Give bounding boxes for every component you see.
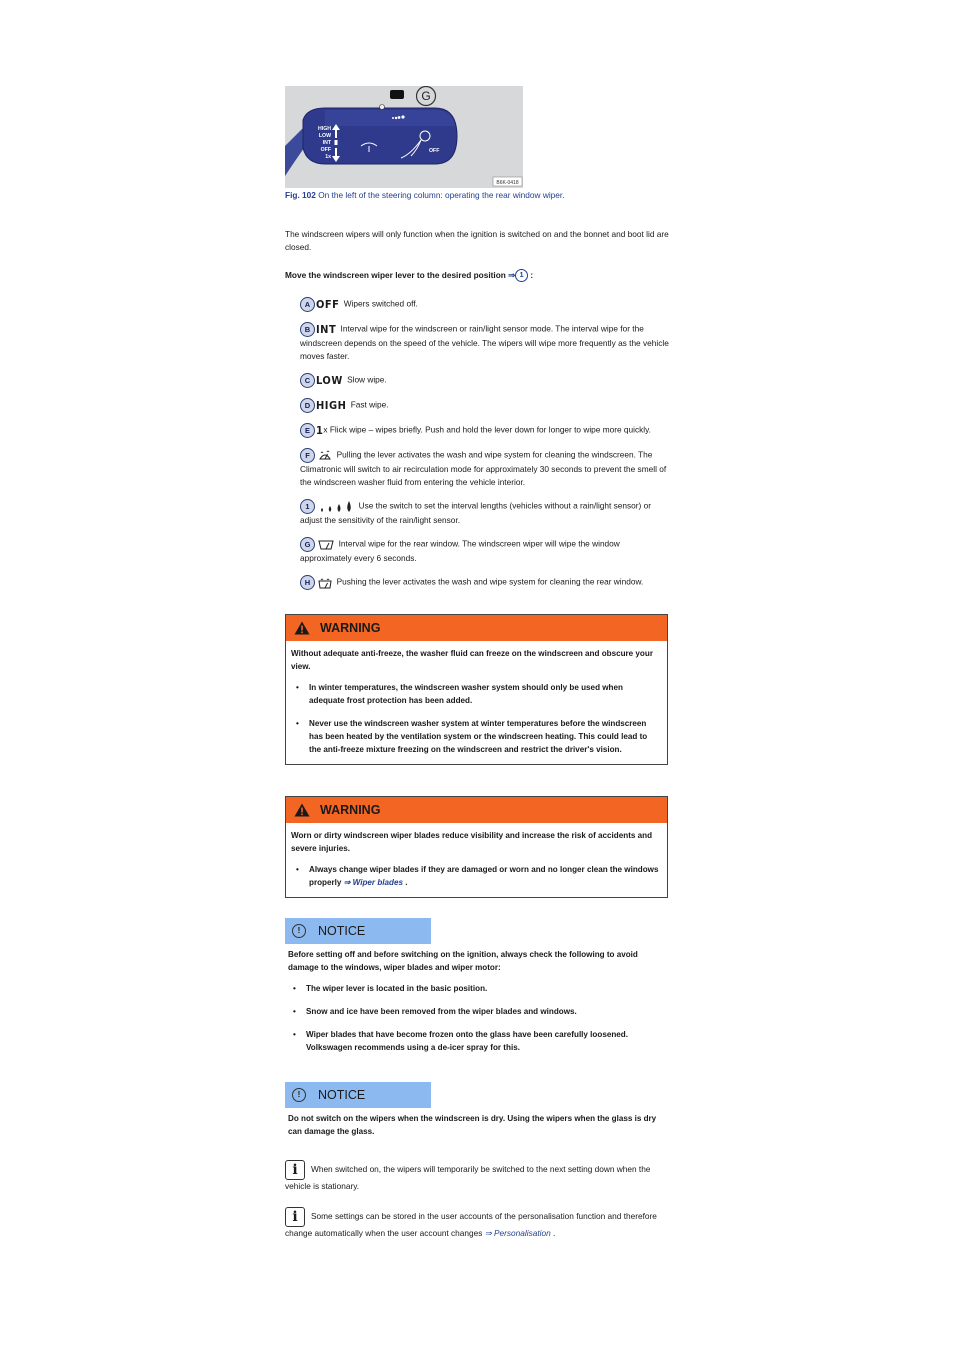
info-icon: i xyxy=(285,1160,305,1180)
warning-title: WARNING xyxy=(320,803,381,817)
high-symbol-icon: HIGH xyxy=(316,399,347,412)
bullet-text: Always change wiper blades if they are damaged or worn and no longer clean the windows properly xyxy=(309,865,659,887)
position-badge: E xyxy=(300,423,315,438)
item-text: Wipers switched off. xyxy=(343,298,418,309)
info-note xyxy=(285,1160,675,1193)
warning-body xyxy=(286,641,667,764)
position-badge: H xyxy=(300,575,315,590)
info-text: When switched on, the wipers will temporarily be switched to the next setting down when the vehicle is stationary. xyxy=(285,1164,651,1191)
rain-sensitivity-drops-icon xyxy=(318,500,354,513)
info-text: Some settings can be stored in the user accounts of the personalisation function and therefore change automatically when the user account changes xyxy=(285,1211,657,1238)
notice-title: NOTICE xyxy=(318,1088,366,1102)
notice-text: Do not switch on the wipers when the windscreen is dry. Using the wipers when the glass is dry can damage the glass. xyxy=(288,1114,657,1136)
warning-header xyxy=(286,615,667,641)
position-badge: B xyxy=(300,322,315,337)
notice-intro: Before setting off and before switching on the ignition, always check the following to avoid damage to the windows, wiper blades and wiper motor: xyxy=(288,950,638,972)
warning-triangle-icon xyxy=(294,803,310,817)
position-badge: A xyxy=(300,297,315,312)
list-item xyxy=(300,537,670,565)
notice-title: NOTICE xyxy=(318,924,366,938)
notice-header xyxy=(285,918,431,944)
arrow-icon: ⇒ xyxy=(508,270,516,280)
low-symbol-icon: LOW xyxy=(316,374,343,387)
item-text: Use the switch to set the interval lengths (vehicles without a rain/light sensor) or adjust the sensitivity of the rain/light sensor. xyxy=(300,500,651,525)
position-badge: F xyxy=(300,448,315,463)
item-text: Fast wipe. xyxy=(350,399,389,410)
notice-exclamation-icon: ! xyxy=(292,1088,306,1102)
wiper-lever-figure xyxy=(285,86,523,188)
list-item xyxy=(300,322,670,363)
rear-wiper-icon xyxy=(318,539,334,550)
int-symbol-icon: INT xyxy=(316,323,337,336)
list-item xyxy=(300,297,670,312)
list-item xyxy=(300,423,670,438)
notice-body xyxy=(288,948,668,1064)
warning-intro: Worn or dirty windscreen wiper blades reduce visibility and increase the risk of accidents and severe injuries. xyxy=(291,831,653,853)
windscreen-washer-icon xyxy=(318,450,332,462)
warning-title: WARNING xyxy=(320,621,381,635)
list-item: • Never use the windscreen washer system at winter temperatures before the windscreen has been heated by the ventilation system or the windscreen heating. This could lead to the anti-freeze mixture freezing on the windscreen and restrict the driver's vision. xyxy=(291,717,659,756)
figure-code: B6K-0418 xyxy=(496,180,519,186)
notice-header xyxy=(285,1082,431,1108)
item-text: Interval wipe for the windscreen or rain/light sensor mode. The interval wipe for the windscreen depends on the speed of the vehicle. The wipers will wipe more frequently as the vehicle moves faster. xyxy=(300,323,669,361)
position-badge: 1 xyxy=(300,499,315,514)
lever-label-high: HIGH xyxy=(318,126,331,132)
rear-washer-icon xyxy=(318,577,332,589)
item-text: Pushing the lever activates the wash and wipe system for cleaning the rear window. xyxy=(336,576,644,587)
position-badge: C xyxy=(300,373,315,388)
notice-bullets xyxy=(288,982,668,1054)
notice-exclamation-icon: ! xyxy=(292,924,306,938)
warning-box-wiper-blades xyxy=(285,796,668,898)
wiper-position-list xyxy=(300,297,670,600)
item-text: Interval wipe for the rear window. The windscreen wiper will wipe the window approximately every 6 seconds. xyxy=(300,538,620,563)
item-text: x Flick wipe – wipes briefly. Push and hold the lever down for longer to wipe more quickly. xyxy=(323,424,651,435)
item-text: Pulling the lever activates the wash and wipe system for cleaning the windscreen. The Climatronic will switch to air recirculation mode for approximately 30 seconds to prevent the smell of the windscreen washer fluid from entering the vehicle interior. xyxy=(300,449,667,487)
warning-triangle-icon xyxy=(294,621,310,635)
personalisation-link[interactable]: ⇒ Personalisation xyxy=(484,1228,551,1238)
list-item xyxy=(300,575,670,590)
info-end: . xyxy=(553,1228,556,1238)
warning-intro: Without adequate anti-freeze, the washer fluid can freeze on the windscreen and obscure your view. xyxy=(291,649,653,671)
warning-bullets xyxy=(291,681,659,756)
wiper-blades-link[interactable]: ⇒ Wiper blades xyxy=(343,878,403,887)
lever-label-low: LOW xyxy=(318,133,331,139)
list-item: • Wiper blades that have become frozen onto the glass have been carefully loosened. Volkswagen recommends using a de-icer spray for this. xyxy=(288,1028,668,1054)
lever-off-label: OFF xyxy=(429,148,440,154)
info-icon: i xyxy=(285,1207,305,1227)
list-item xyxy=(300,373,670,388)
lead-text: Move the windscreen wiper lever to the desired position xyxy=(285,270,506,280)
list-item: • In winter temperatures, the windscreen washer system should only be used when adequate frost protection has been added. xyxy=(291,681,659,707)
figure-reference-link[interactable]: 1 xyxy=(515,269,528,282)
warning-header xyxy=(286,797,667,823)
lever-label-int: INT xyxy=(322,140,331,146)
figure-label-g: G xyxy=(421,89,431,103)
flick-symbol-icon: 1 xyxy=(316,424,324,437)
warning-body xyxy=(286,823,667,897)
position-badge: D xyxy=(300,398,315,413)
list-item xyxy=(300,499,670,527)
figure-caption-text: On the left of the steering column: operating the rear window wiper. xyxy=(318,190,565,200)
list-item: • The wiper lever is located in the basic position. xyxy=(288,982,668,995)
warning-box-antifreeze xyxy=(285,614,668,765)
list-item: • Snow and ice have been removed from the wiper blades and windows. xyxy=(288,1005,668,1018)
lever-label-off: OFF xyxy=(320,147,331,153)
lead-colon: : xyxy=(530,270,534,280)
lead-instruction xyxy=(285,269,533,282)
position-badge: G xyxy=(300,537,315,552)
list-item xyxy=(300,398,670,413)
intro-paragraph: The windscreen wipers will only function when the ignition is switched on and the bonnet and boot lid are closed. xyxy=(285,229,669,252)
info-note xyxy=(285,1207,675,1240)
bullet-end: . xyxy=(405,878,408,887)
lever-label-1x: 1x xyxy=(325,154,331,160)
item-text: Slow wipe. xyxy=(347,374,387,385)
figure-number: Fig. 102 xyxy=(285,190,316,200)
wiper-lever-illustration xyxy=(285,86,523,188)
off-symbol-icon: OFF xyxy=(316,298,340,311)
list-item xyxy=(300,448,670,489)
warning-bullets xyxy=(291,863,659,889)
list-item xyxy=(291,863,659,889)
figure-caption xyxy=(285,190,565,200)
